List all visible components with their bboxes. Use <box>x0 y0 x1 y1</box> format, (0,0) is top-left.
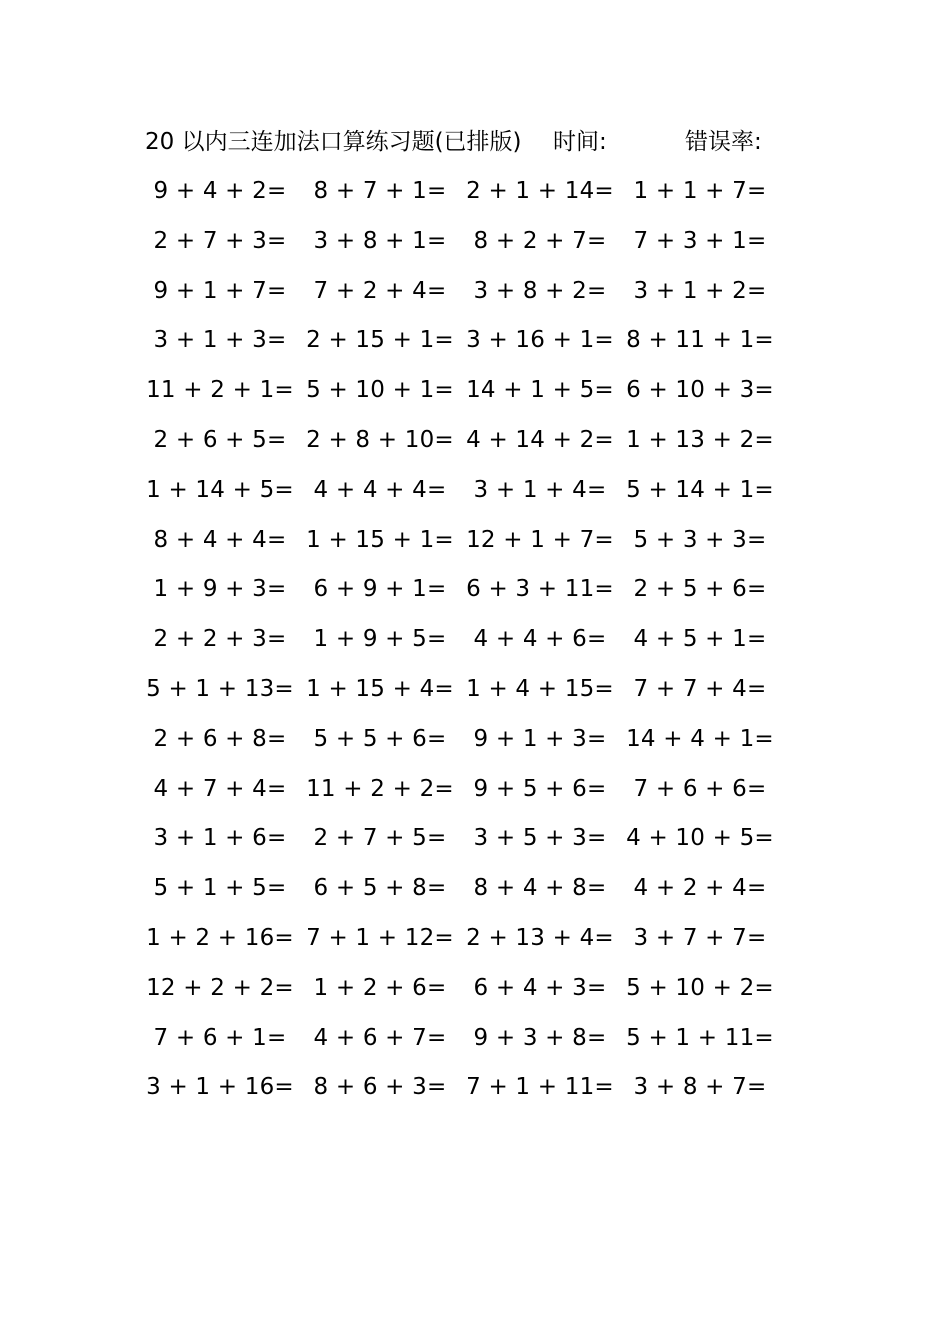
problem-item: 9 + 5 + 6= <box>473 775 607 802</box>
problem-item: 11 + 2 + 1= <box>146 377 294 404</box>
problem-item: 8 + 4 + 4= <box>153 526 287 553</box>
problem-item: 7 + 2 + 4= <box>313 277 447 304</box>
problem-item: 8 + 6 + 3= <box>313 1074 447 1101</box>
problem-item: 2 + 7 + 5= <box>313 825 447 852</box>
problem-item: 9 + 1 + 3= <box>473 725 607 752</box>
problem-item: 14 + 4 + 1= <box>626 725 774 752</box>
problem-item: 3 + 1 + 3= <box>153 327 287 354</box>
problem-item: 5 + 1 + 5= <box>153 875 287 902</box>
problem-item: 3 + 1 + 6= <box>153 825 287 852</box>
problem-item: 4 + 7 + 4= <box>153 775 287 802</box>
problem-item: 8 + 4 + 8= <box>473 875 607 902</box>
problem-item: 7 + 6 + 1= <box>153 1024 287 1051</box>
problem-item: 1 + 2 + 6= <box>313 974 447 1001</box>
problem-item: 12 + 1 + 7= <box>466 526 614 553</box>
problem-item: 3 + 16 + 1= <box>466 327 614 354</box>
problem-item: 8 + 11 + 1= <box>626 327 774 354</box>
problem-item: 3 + 8 + 2= <box>473 277 607 304</box>
problem-item: 4 + 2 + 4= <box>633 875 767 902</box>
problem-item: 2 + 6 + 8= <box>153 725 287 752</box>
problem-item: 2 + 15 + 1= <box>306 327 454 354</box>
problem-item: 1 + 15 + 4= <box>306 675 454 702</box>
problem-item: 3 + 1 + 16= <box>146 1074 294 1101</box>
problem-item: 2 + 8 + 10= <box>306 426 454 453</box>
problem-item: 1 + 15 + 1= <box>306 526 454 553</box>
problem-item: 6 + 10 + 3= <box>626 377 774 404</box>
problem-item: 6 + 5 + 8= <box>313 875 447 902</box>
problem-item: 2 + 2 + 3= <box>153 626 287 653</box>
problem-item: 7 + 3 + 1= <box>633 227 767 254</box>
problem-item: 5 + 1 + 11= <box>626 1024 774 1051</box>
problem-item: 11 + 2 + 2= <box>306 775 454 802</box>
problem-item: 9 + 1 + 7= <box>153 277 287 304</box>
problem-item: 5 + 1 + 13= <box>146 675 294 702</box>
problem-item: 2 + 6 + 5= <box>153 426 287 453</box>
worksheet-title: 20 以内三连加法口算练习题(已排版) <box>145 129 522 155</box>
problem-item: 1 + 4 + 15= <box>466 675 614 702</box>
problem-item: 3 + 1 + 4= <box>473 476 607 503</box>
problem-item: 1 + 1 + 7= <box>633 178 767 204</box>
problem-item: 3 + 5 + 3= <box>473 825 607 852</box>
problem-item: 6 + 4 + 3= <box>473 974 607 1001</box>
problem-item: 7 + 1 + 11= <box>466 1074 614 1101</box>
problem-item: 4 + 5 + 1= <box>633 626 767 653</box>
problem-item: 5 + 10 + 1= <box>306 377 454 404</box>
problem-item: 3 + 1 + 2= <box>633 277 767 304</box>
problem-item: 1 + 2 + 16= <box>146 924 294 951</box>
error-rate-label: 错误率: <box>685 129 762 155</box>
problem-item: 4 + 6 + 7= <box>313 1024 447 1051</box>
problem-item: 4 + 14 + 2= <box>466 426 614 453</box>
problem-item: 9 + 3 + 8= <box>473 1024 607 1051</box>
problem-item: 12 + 2 + 2= <box>146 974 294 1001</box>
problem-item: 5 + 14 + 1= <box>626 476 774 503</box>
problem-item: 1 + 9 + 5= <box>313 626 447 653</box>
problem-item: 6 + 3 + 11= <box>466 576 614 603</box>
problem-item: 2 + 13 + 4= <box>466 924 614 951</box>
problem-item: 7 + 7 + 4= <box>633 675 767 702</box>
problem-item: 8 + 2 + 7= <box>473 227 607 254</box>
problem-item: 3 + 8 + 7= <box>633 1074 767 1101</box>
problem-item: 9 + 4 + 2= <box>153 178 287 204</box>
problem-item: 1 + 13 + 2= <box>626 426 774 453</box>
problem-item: 3 + 7 + 7= <box>633 924 767 951</box>
problem-item: 4 + 10 + 5= <box>626 825 774 852</box>
problem-item: 5 + 5 + 6= <box>313 725 447 752</box>
problem-item: 6 + 9 + 1= <box>313 576 447 603</box>
time-label: 时间: <box>553 129 607 155</box>
problem-item: 2 + 7 + 3= <box>153 227 287 254</box>
problem-item: 1 + 14 + 5= <box>146 476 294 503</box>
problem-item: 7 + 1 + 12= <box>306 924 454 951</box>
problem-item: 5 + 10 + 2= <box>626 974 774 1001</box>
problem-item: 7 + 6 + 6= <box>633 775 767 802</box>
problem-item: 3 + 8 + 1= <box>313 227 447 254</box>
problem-item: 8 + 7 + 1= <box>313 178 447 204</box>
problem-item: 14 + 1 + 5= <box>466 377 614 404</box>
problem-grid <box>140 172 780 1118</box>
problem-item: 4 + 4 + 6= <box>473 626 607 653</box>
problem-item: 4 + 4 + 4= <box>313 476 447 503</box>
problem-item: 2 + 1 + 14= <box>466 178 614 204</box>
problem-item: 5 + 3 + 3= <box>633 526 767 553</box>
problem-item: 1 + 9 + 3= <box>153 576 287 603</box>
problem-item: 2 + 5 + 6= <box>633 576 767 603</box>
